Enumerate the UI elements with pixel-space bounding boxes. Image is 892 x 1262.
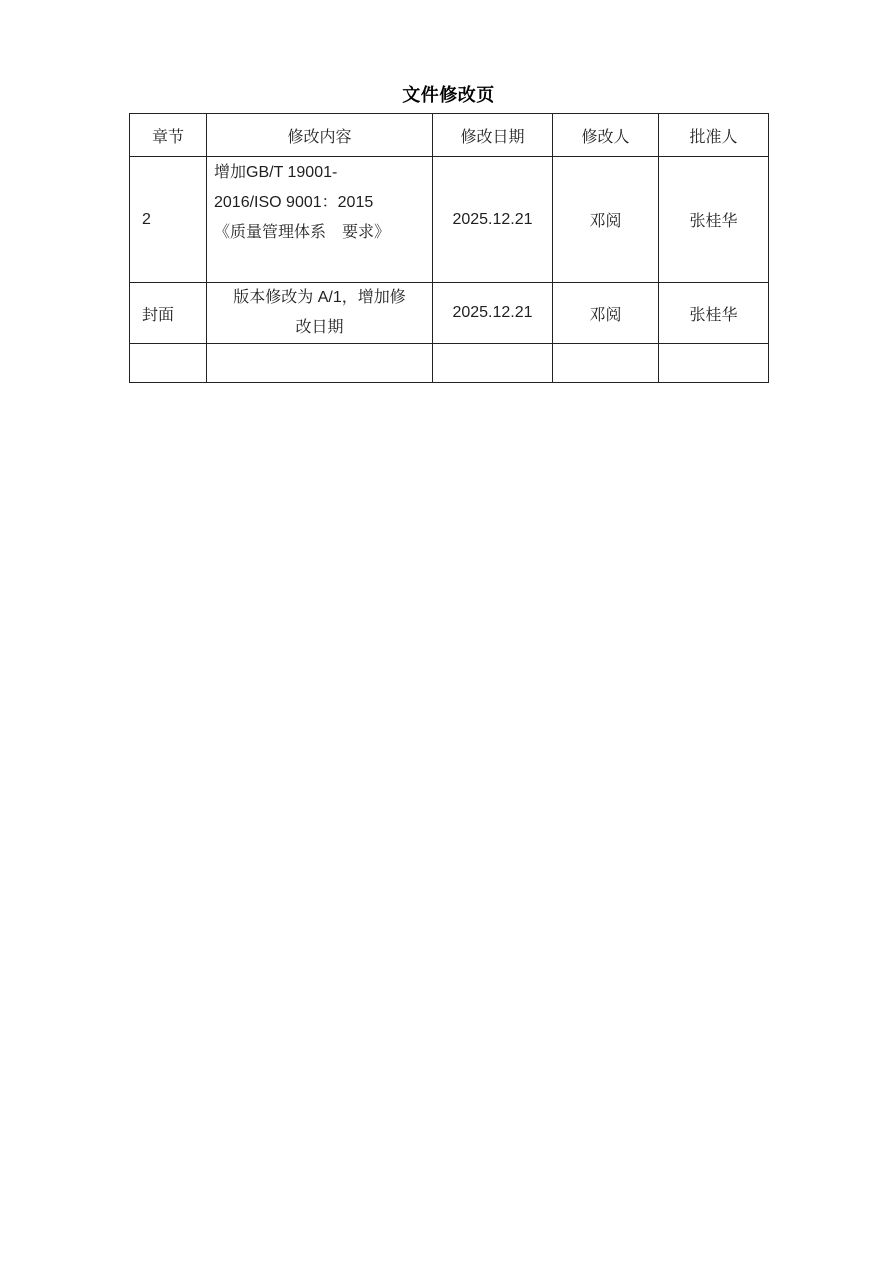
table-header-row [130,114,769,157]
cell-approver [659,344,769,383]
content-line: 改日期 [295,319,344,336]
header-cell-chapter: 章节 [130,114,207,157]
cell-content [207,283,433,344]
page-title: 文件修改页 [402,85,495,105]
cell-chapter: 2 [130,157,207,283]
document-body [129,0,768,383]
content-line: 增加GB/T 19001- [214,164,338,181]
content-line: 《质量管理体系 要求》 [214,224,391,241]
cell-content [207,344,433,383]
cell-chapter: 封面 [130,283,207,344]
cell-content [207,157,433,283]
cell-date [433,344,553,383]
cell-date: 2025.12.21 [433,157,553,283]
table-row [130,283,769,344]
content-line: 2016/ISO 9001：2015 [214,194,374,211]
content-line: 版本修改为 A/1，增加修 [233,289,406,306]
cell-modifier: 邓阅 [553,283,659,344]
cell-date: 2025.12.21 [433,283,553,344]
header-cell-content: 修改内容 [207,114,433,157]
table-row-empty [130,344,769,383]
cell-approver: 张桂华 [659,283,769,344]
cell-chapter [130,344,207,383]
cell-approver: 张桂华 [659,157,769,283]
header-cell-date: 修改日期 [433,114,553,157]
cell-modifier: 邓阅 [553,157,659,283]
header-cell-approver: 批准人 [659,114,769,157]
modification-table [129,113,769,383]
table-row [130,157,769,283]
cell-modifier [553,344,659,383]
header-cell-modifier: 修改人 [553,114,659,157]
